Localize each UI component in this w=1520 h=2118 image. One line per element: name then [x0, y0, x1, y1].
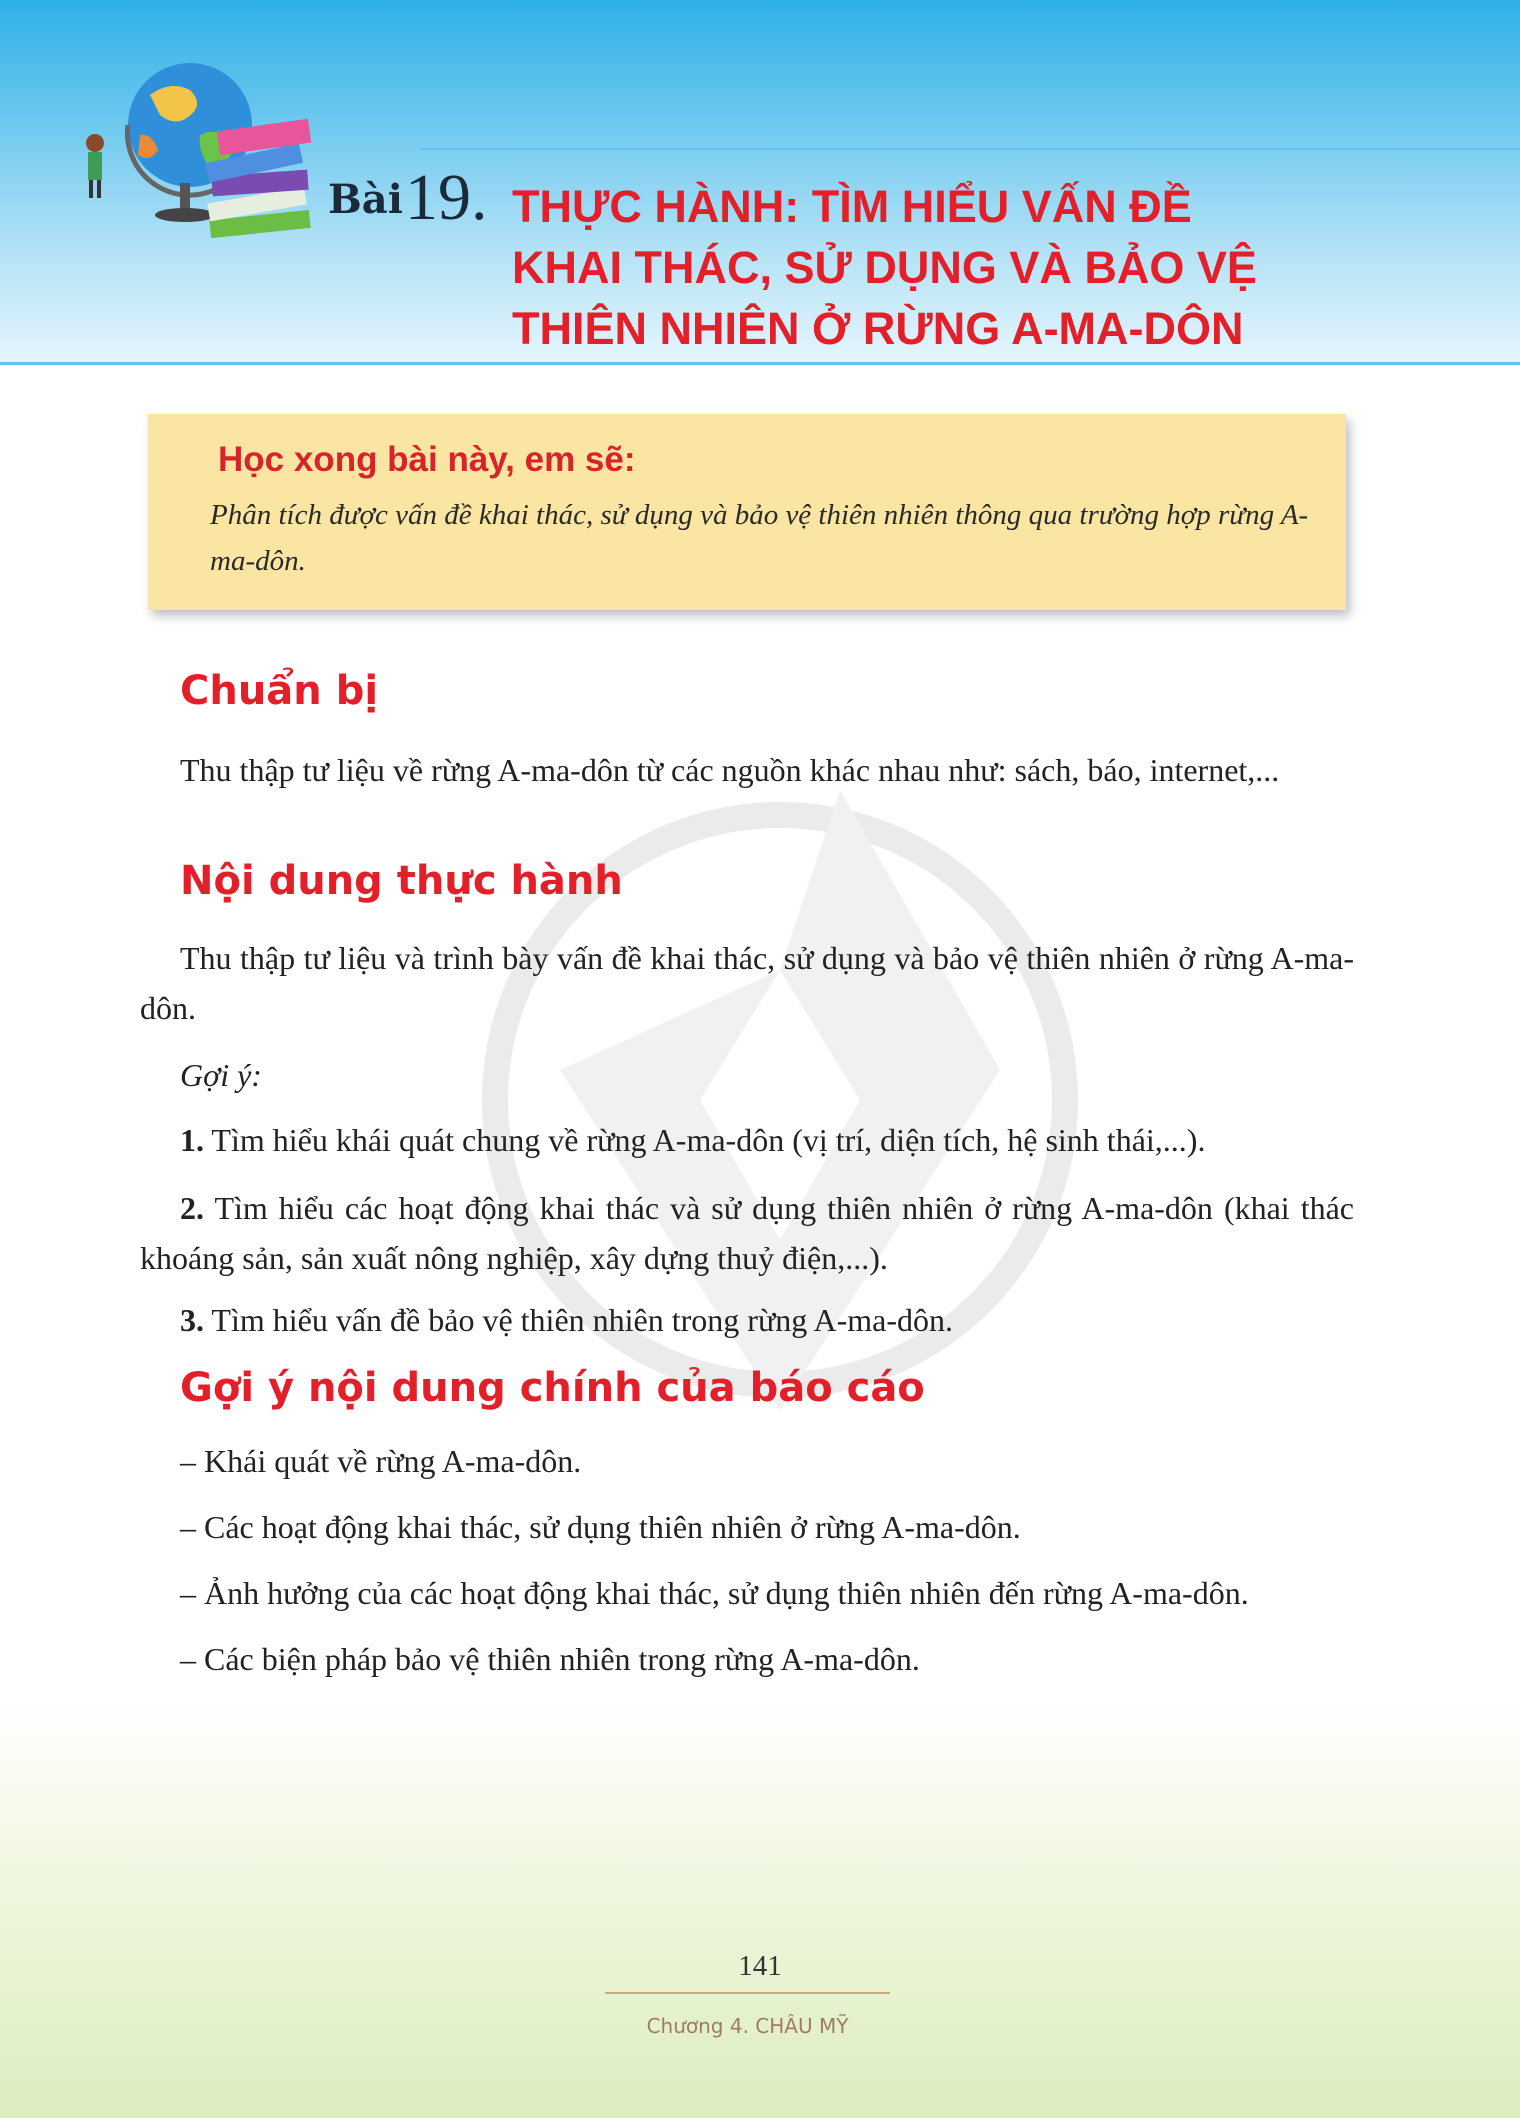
title-line: THỰC HÀNH: TÌM HIỂU VẤN ĐỀ [512, 181, 1192, 232]
preparation-heading: Chuẩn bị [180, 668, 379, 714]
goals-title: Học xong bài này, em sẽ: [218, 440, 636, 479]
books-icon [205, 119, 311, 238]
list-item: 1. Tìm hiểu khái quát chung về rừng A-ma-dôn (vị trí, diện tích, hệ sinh thái,...). [180, 1122, 1206, 1158]
list-item: 2. Tìm hiểu các hoạt động khai thác và sử dụng thiên nhiên ở rừng A-ma-dôn (khai thác khoáng sản, sản xuất nông nghiệp, xây dựng thuỷ điện,...). [140, 1190, 1354, 1276]
goals-text: Phân tích được vấn đề khai thác, sử dụng và bảo vệ thiên nhiên thông qua trường hợp rừng A-ma-dôn. [210, 499, 1309, 577]
chapter-label: Chương 4. CHÂU MỸ [646, 2014, 849, 2038]
list-item: 3. Tìm hiểu vấn đề bảo vệ thiên nhiên trong rừng A-ma-dôn. [180, 1302, 954, 1338]
report-heading: Gợi ý nội dung chính của báo cáo [180, 1365, 925, 1411]
footer-divider [605, 1992, 890, 1994]
list-item: – Các biện pháp bảo vệ thiên nhiên trong rừng A-ma-dôn. [180, 1641, 920, 1677]
lesson-label: Bài [328, 176, 403, 223]
globe-books-illustration [80, 55, 320, 255]
preparation-text-content: Thu thập tư liệu về rừng A-ma-dôn từ các nguồn khác nhau như: sách, báo, internet,... [180, 752, 1280, 788]
content-text [140, 933, 1354, 1033]
content-heading: Nội dung thực hành [180, 858, 623, 904]
page-number: 141 [738, 1950, 782, 1982]
title-line: KHAI THÁC, SỬ DỤNG VÀ BẢO VỆ [512, 242, 1257, 293]
header-accent-line [420, 148, 1520, 150]
title-line: THIÊN NHIÊN Ở RỪNG A-MA-DÔN [512, 303, 1244, 354]
lesson-number: 19. [405, 161, 488, 234]
list-item: – Khái quát về rừng A-ma-dôn. [180, 1443, 582, 1479]
hint-label: Gợi ý: [180, 1057, 262, 1093]
content-text-content: Thu thập tư liệu và trình bày vấn đề khai thác, sử dụng và bảo vệ thiên nhiên ở rừng A-ma-dôn. [140, 940, 1354, 1026]
list-item: – Ảnh hưởng của các hoạt động khai thác, sử dụng thiên nhiên đến rừng A-ma-dôn. [180, 1575, 1249, 1611]
preparation-text [140, 745, 1354, 795]
header-divider [0, 362, 1520, 365]
list-item: – Các hoạt động khai thác, sử dụng thiên nhiên ở rừng A-ma-dôn. [180, 1509, 1021, 1545]
learning-goals-box [148, 414, 1346, 610]
lesson-title [512, 176, 1432, 359]
child-icon [86, 134, 104, 198]
